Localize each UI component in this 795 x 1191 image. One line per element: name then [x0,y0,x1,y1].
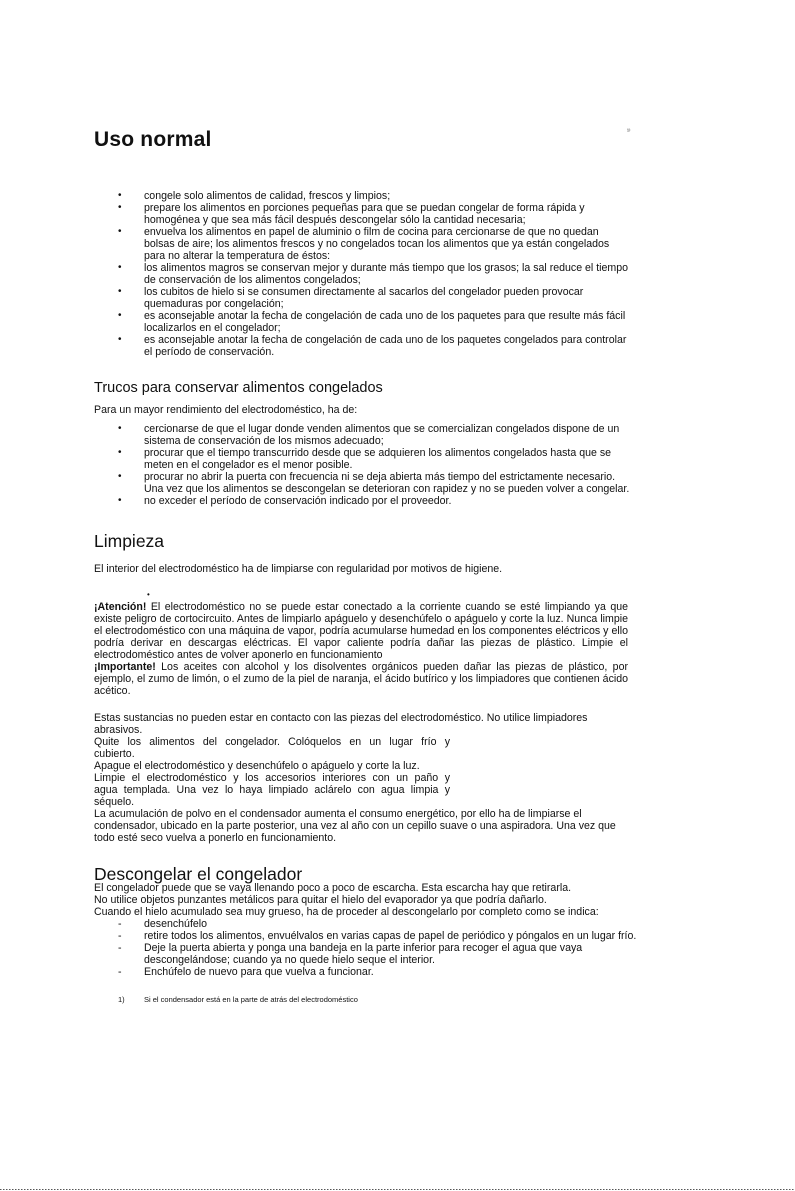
importante-label: ¡Importante! [94,661,156,673]
list-item: • los alimentos magros se conservan mejor y durante más tiempo que los grasos; la sal reduce el tiempo de conservación de los alimentos congelados; [118,262,630,286]
footnote-marker: ¹⁾ [627,129,631,135]
limpieza-p3: Apague el electrodoméstico y desenchúfelo o apáguelo y corte la luz. [94,760,420,772]
limpieza-intro: El interior del electrodoméstico ha de limpiarse con regularidad por motivos de higiene. [94,563,503,575]
list-item: - Deje la puerta abierta y ponga una bandeja en la parte inferior para recoger el agua que vaya descongelándose; cuando ya no quede hielo seque el interior. [118,942,634,966]
trucos-list [118,423,630,507]
footnote-number: 1) [118,995,125,1004]
limpieza-p2-line2: cubierto. [94,748,135,760]
descongelar-line2: No utilice objetos punzantes metálicos para quitar el hielo del evaporador ya que podría dañarlo. [94,894,547,906]
limpieza-p4-line3: séquelo. [94,796,135,808]
list-item: • prepare los alimentos en porciones pequeñas para que se puedan congelar de forma rápida y homogénea y que sea más fácil después descongelar sólo la cantidad necesaria; [118,202,630,226]
atencion-label: ¡Atención! [94,601,147,613]
list-item: • no exceder el período de conservación indicado por el proveedor. [118,495,630,507]
importante-block [94,661,628,697]
list-item: • congele solo alimentos de calidad, frescos y limpios; [118,190,630,202]
list-item: - Enchúfelo de nuevo para que vuelva a funcionar. [118,966,678,978]
list-item: • es aconsejable anotar la fecha de congelación de cada uno de los paquetes para que resulte más fácil localizarlos en el congelador; [118,310,630,334]
descongelar-line1: El congelador puede que se vaya llenando poco a poco de escarcha. Esta escarcha hay que retirarla. [94,882,572,894]
list-item: • procurar que el tiempo transcurrido desde que se adquieren los alimentos congelados hasta que se meten en el congelador es el menor posible. [118,447,630,471]
list-item: • envuelva los alimentos en papel de aluminio o film de cocina para cercionarse de que no quedan bolsas de aire; los alimentos frescos y no congelados tocan los alimentos que ya están congelados para no alterar la temperatura de éstos: [118,226,630,262]
list-item: - retire todos los alimentos, envuélvalos en varias capas de papel de periódico y póngalos en un lugar frío. [118,930,678,942]
limpieza-p4-line2: agua templada. Una vez lo haya limpiado aclárelo con agua limpia y [94,784,450,796]
list-item: • cercionarse de que el lugar donde venden alimentos que se comercializan congelados dispone de un sistema de conservación de los mismos adecuado; [118,423,630,447]
list-item: • es aconsejable anotar la fecha de congelación de cada uno de los paquetes congelados para controlar el período de conservación. [118,334,630,358]
page-bottom-edge [0,1189,795,1190]
atencion-text: El electrodoméstico no se puede estar conectado a la corriente cuando se esté limpiando ya que existe peligro de cortocircuito. Antes de limpiarlo apáguelo y desenchúfelo o apáguelo y corte la luz. Nunca limpie el electrodoméstico con una máquina de vapor, podría acumularse humedad en los componentes eléctricos y ello podría derivar en descargas eléctricas. El vapor caliente podría dañar las piezas de plástico. Limpie el electrodoméstico antes de volver aponerlo en funcionamiento [94,601,628,661]
trucos-intro: Para un mayor rendimiento del electrodoméstico, ha de: [94,404,358,416]
section-heading-trucos: Trucos para conservar alimentos congelados [94,380,383,396]
descongelar-line3: Cuando el hielo acumulado sea muy grueso, ha de proceder al descongelarlo por completo como se indica: [94,906,599,918]
descongelar-steps [118,918,678,978]
limpieza-p4-line1: Limpie el electrodoméstico y los accesorios interiores con un paño y [94,772,450,784]
stray-bullet: • [147,590,150,599]
list-item: - desenchúfelo [118,918,678,930]
page-title: Uso normal [94,128,212,151]
list-item: • los cubitos de hielo si se consumen directamente al sacarlos del congelador pueden provocar quemaduras por congelación; [118,286,630,310]
atencion-block [94,601,628,661]
importante-text: Los aceites con alcohol y los disolventes orgánicos pueden dañar las piezas de plástico, por ejemplo, el zumo de limón, o el zumo de la piel de naranja, el ácido butírico y los limpiadores que contienen ácido acético. [94,661,628,697]
uso-normal-list [118,190,630,358]
list-item: • procurar no abrir la puerta con frecuencia ni se deja abierta más tiempo del estrictamente necesario. Una vez que los alimentos se descongelan se deterioran con rapidez y no se pueden volver a congelar. [118,471,630,495]
footnote-text: Si el condensador está en la parte de atrás del electrodoméstico [144,995,358,1004]
section-heading-descongelar: Descongelar el congelador [94,864,303,884]
limpieza-p5: La acumulación de polvo en el condensador aumenta el consumo energético, por ello ha de limpiarse el condensador, ubicado en la parte posterior, una vez al año con un cepillo suave o una aspiradora. Una vez que todo esté seco vuelva a ponerlo en funcionamiento. [94,808,616,844]
section-heading-limpieza: Limpieza [94,531,165,551]
limpieza-p2-line1: Quite los alimentos del congelador. Colóquelos en un lugar frío y [94,736,450,748]
limpieza-p1: Estas sustancias no pueden estar en contacto con las piezas del electrodoméstico. No utilice limpiadores abrasivos. [94,712,588,736]
